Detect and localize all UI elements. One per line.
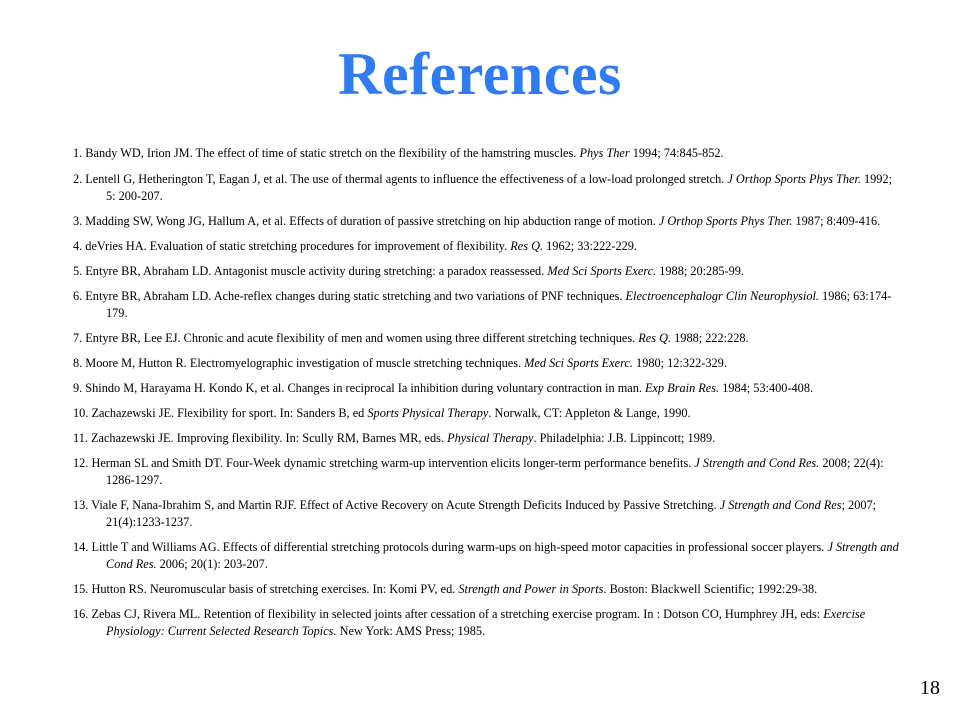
reference-text: 10. Zachazewski JE. Flexibility for sport. In: Sanders B, ed bbox=[73, 406, 368, 420]
reference-journal: Res Q. bbox=[638, 331, 672, 345]
reference-journal: Sports Physical Therapy bbox=[367, 406, 489, 420]
reference-citation: 1988; 20:285-99. bbox=[656, 264, 744, 278]
reference-text: 6. Entyre BR, Abraham LD. Ache-reflex changes during static stretching and two variations of PNF techniques. bbox=[73, 289, 626, 303]
reference-citation: . Norwalk, CT: Appleton & Lange, 1990. bbox=[488, 406, 691, 420]
reference-item bbox=[73, 171, 903, 205]
page-number: 18 bbox=[920, 677, 940, 699]
reference-citation: 1992; 5: 200-207. bbox=[106, 172, 893, 203]
reference-citation: 1962; 33:222-229. bbox=[543, 239, 638, 253]
reference-citation: . Philadelphia: J.B. Lippincott; 1989. bbox=[533, 431, 716, 445]
reference-citation: . Boston: Blackwell Scientific; 1992:29-38. bbox=[603, 582, 818, 596]
reference-text: 8. Moore M, Hutton R. Electromyelographic investigation of muscle stretching techniques. bbox=[73, 356, 525, 370]
reference-citation: New York: AMS Press; 1985. bbox=[336, 624, 486, 638]
reference-journal: Electroencephalogr Clin Neurophysiol. bbox=[625, 289, 819, 303]
reference-journal: J Strength and Cond Res bbox=[719, 498, 842, 512]
reference-item bbox=[73, 288, 903, 322]
reference-citation: 1986; 63:174-179. bbox=[106, 289, 892, 320]
reference-text: 14. Little T and Williams AG. Effects of differential stretching protocols during warm-ups on high-speed motor capacities in professional soccer players. bbox=[73, 540, 828, 554]
reference-citation: 2008; 22(4): 1286-1297. bbox=[106, 456, 884, 487]
reference-item bbox=[73, 405, 903, 422]
reference-citation: 1988; 222:228. bbox=[671, 331, 749, 345]
reference-text: 4. deVries HA. Evaluation of static stretching procedures for improvement of flexibility. bbox=[73, 239, 511, 253]
reference-item bbox=[73, 263, 903, 280]
reference-text: 7. Entyre BR, Lee EJ. Chronic and acute flexibility of men and women using three different stretching techniques. bbox=[73, 331, 639, 345]
reference-journal: J Orthop Sports Phys Ther. bbox=[727, 172, 861, 186]
reference-text: 2. Lentell G, Hetherington T, Eagan J, et al. The use of thermal agents to influence the effectiveness of a low-load prolonged stretch. bbox=[73, 172, 728, 186]
reference-journal: J Orthop Sports Phys Ther. bbox=[658, 214, 793, 228]
reference-item bbox=[73, 145, 903, 162]
reference-citation: 1994; 74:845-852. bbox=[629, 146, 724, 160]
reference-journal: Res Q. bbox=[510, 239, 544, 253]
reference-text: 15. Hutton RS. Neuromuscular basis of stretching exercises. In: Komi PV, ed. bbox=[73, 582, 459, 596]
reference-journal: Phys Ther bbox=[579, 146, 630, 160]
reference-item bbox=[73, 330, 903, 347]
reference-journal: Strength and Power in Sports bbox=[458, 582, 604, 596]
reference-journal: Physical Therapy bbox=[447, 431, 534, 445]
reference-text: 11. Zachazewski JE. Improving flexibility. In: Scully RM, Barnes MR, eds. bbox=[73, 431, 448, 445]
reference-citation: 1987; 8:409-416. bbox=[792, 214, 881, 228]
reference-item bbox=[73, 606, 903, 640]
reference-citation: ; 2007; 21(4):1233-1237. bbox=[106, 498, 877, 529]
reference-item bbox=[73, 213, 903, 230]
reference-citation: 1984; 53:400-408. bbox=[719, 381, 814, 395]
reference-item bbox=[73, 380, 903, 397]
reference-item bbox=[73, 581, 903, 598]
reference-item bbox=[73, 355, 903, 372]
reference-journal: J Strength and Cond Res. bbox=[694, 456, 820, 470]
reference-item bbox=[73, 539, 903, 573]
reference-journal: Exercise Physiology: Current Selected Research Topics. bbox=[106, 607, 866, 638]
reference-journal: Exp Brain Res. bbox=[645, 381, 720, 395]
reference-item bbox=[73, 238, 903, 255]
reference-text: 13. Viale F, Nana-Ibrahim S, and Martin RJF. Effect of Active Recovery on Acute Strength Deficits Induced by Passive Stretching. bbox=[73, 498, 720, 512]
reference-item bbox=[73, 430, 903, 447]
reference-text: 16. Zebas CJ, Rivera ML. Retention of flexibility in selected joints after cessation of a stretching exercise program. In : Dotson CO, Humphrey JH, eds: bbox=[73, 607, 824, 621]
reference-citation: 2006; 20(1): 203-207. bbox=[156, 557, 268, 571]
reference-item bbox=[73, 497, 903, 531]
reference-journal: Med Sci Sports Exerc. bbox=[547, 264, 657, 278]
reference-citation: 1980; 12:322-329. bbox=[632, 356, 727, 370]
reference-text: 1. Bandy WD, Irion JM. The effect of time of static stretch on the flexibility of the hamstring muscles. bbox=[73, 146, 580, 160]
reference-text: 12. Herman SL and Smith DT. Four-Week dynamic stretching warm-up intervention elicits longer-term performance benefits. bbox=[73, 456, 695, 470]
reference-list bbox=[73, 145, 903, 648]
reference-journal: Med Sci Sports Exerc. bbox=[524, 356, 633, 370]
reference-item bbox=[73, 455, 903, 489]
reference-text: 5. Entyre BR, Abraham LD. Antagonist muscle activity during stretching: a paradox reassessed. bbox=[73, 264, 548, 278]
reference-journal: J Strength and Cond Res. bbox=[106, 540, 899, 571]
reference-text: 3. Madding SW, Wong JG, Hallum A, et al. Effects of duration of passive stretching on hip abduction range of motion. bbox=[73, 214, 659, 228]
slide-title: References bbox=[338, 41, 622, 107]
reference-text: 9. Shindo M, Harayama H. Kondo K, et al. Changes in reciprocal Ia inhibition during voluntary contraction in man. bbox=[73, 381, 646, 395]
